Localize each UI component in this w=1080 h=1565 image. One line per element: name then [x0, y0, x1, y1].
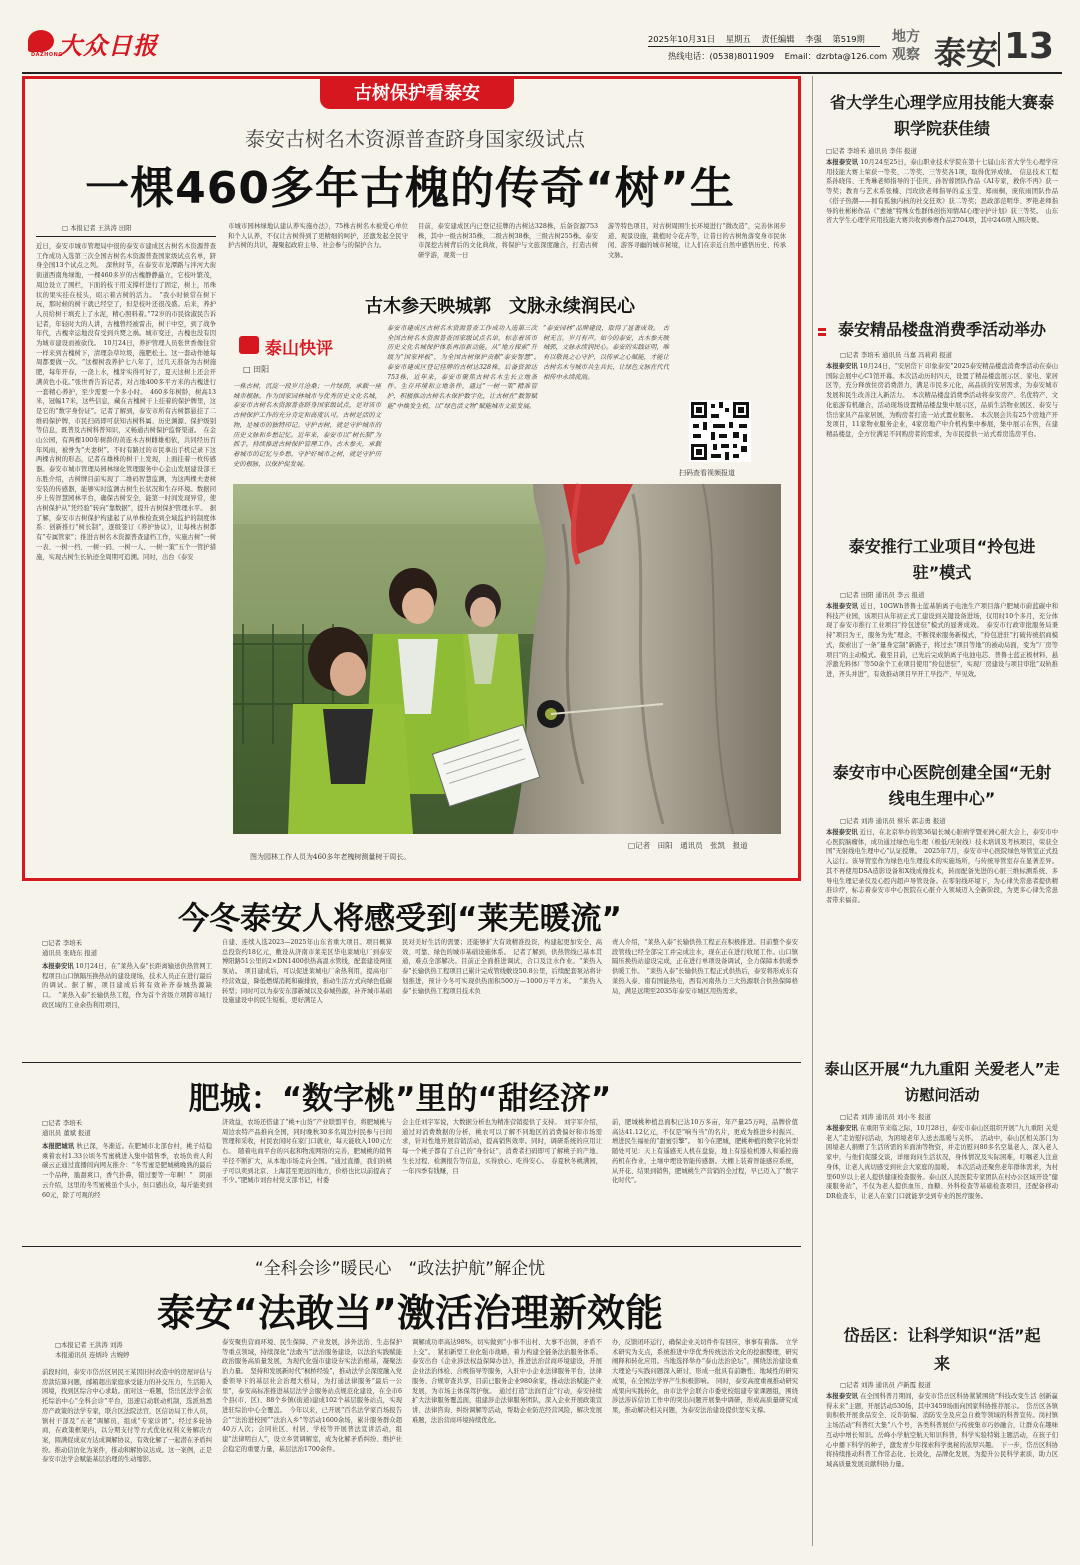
peach-col2: 济效益，农场还搭建了“桃+山货”产业联盟平台，将肥城桃与周边农特产品推向全国，同时晚秋30多名周边村民参与日间管理和采收，村民农闲时在家门口就业，每天能收入100元左右。 随着电商平台的兴起和物流网络的完善，肥城桃的销售半径不断扩大，从本地市场走向全国。“通过直播，我们的桃子可以卖到北京、上海甚至更远的地方，价格也比以前提高了不少。”肥城市刘台村党支部书记，村委 — [222, 1119, 393, 1185]
hotline: 热线电话：(0538)8011909 — [668, 51, 775, 61]
feature-subhead: 泰安古树名木资源普查跻身国家级试点 — [245, 127, 585, 151]
sidebar-byline-2: □记者 李培禾 通讯员 马嘉 冯莉莉 报道 — [840, 351, 953, 359]
feature-kicker: 古树保护看泰安 — [320, 79, 514, 109]
issue-number: 第519期 — [832, 34, 865, 44]
peach-dateline: 本报肥城讯 — [42, 1143, 75, 1150]
editor-name: 李强 — [805, 34, 822, 44]
sidebar-byline-4: □记者 刘涛 通讯员 蔡乐 郭志勇 报道 — [840, 817, 946, 825]
section-region-label: 地方 观察 — [892, 29, 920, 63]
editor-label: 责任编辑 — [761, 34, 795, 44]
section-rule — [22, 1062, 801, 1063]
commentary-col2: 泰安市建成区古树名木资源普查工作成功入选第三次全国古树名木资源普查国家级试点名单，标志着该市历史文化名城保护体系再添新动能。从“地方探索”升级为“国家样板”，为全国古树保护贡献“泰安智慧”。 泰安市建成区登记挂牌的古树达328株，后备资源达753株，近年来，泰安市聚焦古树名木生长立地条件、生存环境和立地条件，通过“一树一策”精准管护，积极推动古树名木保护数字化，让古树在“数智赋能”中焕发生机，以“绿色活文物”赋能城市文旅发展。 — [387, 325, 544, 410]
law-col4: 办，反馈闭环运行，确保企业关切件件有回应，事事有着落。 立学术研究为支点，系统推进中华优秀传统法治文化的挖掘整理，研究阐释和转化应用。当地选择举办“泰山法治论坛”，围绕法治建设重大理论与实践问题深入研讨，形成一批具有前瞻性、地域性的研究成果，在全国法学界产生积极影响。 同时，泰安高度重视推动研究成果向实践转化，由市法学会联合市委党校组建专家课题组，围绕涉法涉诉信访工作中的突出问题开展集中调研，形成高质量研究成果，推动解决相关问题，为泰安法治建设提供坚实支撑。 — [612, 1339, 798, 1414]
section-rule — [22, 1246, 801, 1247]
newspaper-logo — [28, 26, 178, 60]
contact-meta — [668, 50, 887, 62]
feature-byline: □ 本报记者 王洪涛 田阳 — [62, 224, 132, 232]
sidebar-body-4: 本报泰安讯 近日，在北京举办的第36届长城心脏病学暨亚洲心脏大会上，泰安市中心医院脑瘤体，成功通过绿色电生理（极低/无射线）技术培训及考核项目，荣获全国“无射线电生理中心”认证授牌。 2025年7月，泰安市中心医院绿色导管室正式投入运行。该导管室作为绿色电生理技术的实施场所，与传统导管室存在显著差异。其不再使用DSA造影设备和X线成像技术，转而配备先进的心脏三维标测系统、多导电生理记录仪及心腔内超声导管设备。在零射线环境下，为心律失常患者提供精准诊疗，标志着泰安市中心医院在心脏介入领域迈入全新阶段，为更多心律失常患者带来福音。 — [826, 829, 1058, 904]
qr-caption: 扫码查看视频报道 — [679, 469, 735, 477]
photo-caption: 图为园林工作人员为460多年老槐树测量树干周长。 — [250, 853, 411, 861]
heating-col4: 责人介绍，“莱热入泰”长输供热工程正在积极推进。目前整个泰安段管线已经全部完工并完成注水，现在正在进行收尾工作。山口镇隔压换热站建设完成，正在进行单项设备调试，全力保障本供暖季供暖工作。 “莱热入泰”长输供热工程正式供热后，泰安将形成东有莱热入泰、南有国能热电，西有河南热力三大热源联合供热保障格局，满足远期至2035年泰安市城区用热需求。 — [612, 939, 798, 995]
email: Email：dzrbta@126.com — [784, 51, 888, 61]
feature-body-col4: 游等特色项目，对古树周围生长环境进行“微改造”，完善休闲步道、观景设施，栽植时令花卉等，让昔日的古树角落变身市民休闲、游客寻幽的城市秘境，让人们在亲近自然中感悟历史、传承文脉。 — [608, 223, 786, 260]
logo-subtext: DAZHONG — [31, 52, 63, 58]
masthead-rule — [22, 72, 1062, 74]
sidebar-byline-6: □记者 刘涛 通讯员 卢新霞 报道 — [840, 1381, 931, 1389]
speech-bubble-icon — [239, 336, 259, 354]
law-byline: □本报记者 王洪涛 刘涛 本报通讯员 连炳玲 古婉婷 — [55, 1341, 130, 1359]
logo-emblem-icon — [28, 30, 54, 52]
law-col3: 调解成功率高达98%，切实做到“小事不出村、大事不出镇，矛盾不上交”。 紧扣新型工业化强市战略，着力构建全链条法治服务体系。泰安出台《企业涉法权益保障办法》，推进法治营商环境建设，开展企业法治体检、合规指导等服务，入驻中小企业法律服务平台，法律服务、合规审查共享，目前已服务企业980余家，推动法治赋能产业发展，为市场主体保驾护航。 通过打造“法润百企”行动，泰安持续扩大法律服务覆盖面，组建涉企法律服务团队，深入企业开展政策宣讲、法律咨询、纠纷调解等活动，帮助企业防范经营风险，解决发展难题，法治营商环境持续优化。 — [412, 1339, 602, 1424]
issue-meta — [648, 33, 865, 45]
peach-headline: 肥城：“数字桃”里的“甜经济” — [188, 1081, 612, 1117]
law-col1: 前段时间，泰安市岱岳区居民王某因旧村改造中的房屋评估与房款结算问题，邮箱超出家庭承受能力的补交压力，生活陷入困境，找到区综合中心求助。面对这一难题，岱岳区法学会依托综治中心“全科会诊”平台，迅速启动联动机制，选派熟悉房产政策的法学专家，联合区法院法官，区信访局工作人员，镇村干部及“五老”调解员，组成“专家诊团”。经过多轮协商，在政策框架内，以分期支付等方式优化权利义务解决方案，圆满促成双方达成调解协议，有效化解了一起潜在矛盾纠纷。推动信访化为案件，推动和解协议达成。这一案例，正是泰安市法学会赋能基层治理的生动缩影。 — [42, 1369, 213, 1464]
feature-body-col1: 近日，泰安市城市管理局中很的泰安市建成区古树名木资源普查工作成功入选第三次全国古树名木资源普查国家级试点名单，跻身全国13个试点之列。 深秋时节，在泰安市龙潭路与泮河大街街道西南角绿地，一棵460多岁的古槐静静矗立，它枝叶繁茂，周边设立了围栏，下面的枝干用支撑杆进行了固定，树上，吊珠状的果实挂在枝头，昭示着古树的活力。 “我小时候常在树下玩，那时候的树干就已经空了，但是枝叶还很茂盛。后来，养护人员给树干填充上了水泥，精心照料着。”72岁的市民徐淑民告诉记者，年轻时大的人讲，古槐曾经被雷击，树干中空，到了战争年代，古槐幸运地没有受到兵燹之祸。城市变迁，古槐也没有因为城市建设而被砍伐。 10月24日，养护管理人员张世香像往常一样来到古槐树下，清理杂草垃圾，施肥松土。这一套动作她每周都要做一次。“这棵树我养护七八年了，过几天准备为古树施肥，每年开春，一浇上水，槐芽实得可好了，夏天这树上还会开满黄色小花。”张世香告诉记者，对占地400多平方米的古槐进行一套精心养护，至少需要一个多小时。 460多年树龄，树高13米，冠幅17米，这些信息，藏在古槐树干上挂着的保护牌里，这是它的“数字身份证”。记者了解到，泰安市所有古树都悬挂了二维码保护牌，市民扫码即可获知古树科属、历史渊源、保护级别等信息，既普及古树科普知识，又畅通古树保护监督渠道。 在金山公园，有两棵100年树龄的黄连木古树雌雄相依，共同经历百年风雨，被誉为“夫妻树”。不时有路过的市民拿出手机记录下这两棵古树的形态，记者在雄株的树干上发现，上面挂着一枚传感器。泰安市城市管理局园林绿化管理服务中心金山发展建设部王东胜介绍，古树牌目前实现了二维码智慧监测，为这两棵夫妻树安装的传感器，能够实时监测古树生长状况和生存环境。数据同步上传智慧园林平台，确保古树安全，能第一时间发现异常，使古树保护从“凭经验”转向“靠数据”，提升古树保护管理水平。 据了解，泰安市古树保护构建起了从单株检查到全域监护的制度体系：创新推行“树长制”，逐级签订《养护协议》，让每株古树都有“专属管家”；推进古树名木资源普查建档工作，实施古树“一树一表、一树一档、一树一码、一树一人、一树一策”五个一管护措施，实现古树生长轨迹全周期可追溯。同时，出台《泰安 — [36, 243, 216, 561]
issue-date: 2025年10月31日 — [648, 34, 716, 44]
section-city: 泰安 — [934, 34, 999, 72]
section-divider — [998, 32, 1000, 66]
sidebar-byline-5: □记者 刘涛 通讯员 刘小冬 报道 — [840, 1113, 931, 1121]
law-headline: 泰安“法敢当”激活治理新效能 — [157, 1291, 663, 1335]
sidebar-headline-3: 泰安推行工业项目“拎包进驻”模式 — [848, 537, 1036, 582]
sidebar-body-3: 本报泰安讯 近日，10GWh普鲁士蓝基钠离子电池生产项目落户肥城市蔚蓝碳中和科技产业园，该项目从年初正式工建设到关键设备进场，仅用时10个多月，充分体现了泰安市推行工业项目“拎包进驻”模式的显著成效。 泰安市行政审批服务局秉持“项目为王，服务为先”理念，不断探索服务新模式，“拎包进驻”打破传统招商模式，探索出了一条“量身定制”新路子，将过去“项目等地”的被动局面，变为“厂房等项目”的主动模式。截至目前，已先后完成钠离子电池电芯、普鲁士蓝正极材料、悬浮激光料体厂等50余个工业项目使用“拎包进驻”，实现厂房建设与项目审批“双轨推进，齐头并进”，有效推动项目早开工早投产、早见效。 — [826, 603, 1058, 678]
commentary-tag — [239, 334, 349, 358]
heating-dateline: 本报泰安讯 — [42, 963, 74, 970]
logo-text: 大众日报 — [58, 31, 158, 60]
heating-col2: 自建、连续入选2023—2025年山东省重大项目。项目概算总投资约18亿元，敷设从济南市莱芜区华电莱城电厂到泰安博阳路51公里的2×DN1400供热高温水管线，配套建设两座泵站。 项目建成后，可以促进莱城电厂余热利用，提高电厂经营效益，降低燃煤消耗和碳排放，推动生活方式向绿色低碳转型；同时可以为泰安东部新城以及泰城热源，补齐城市基础设施建设中的民生短板，更好满足人 — [222, 939, 393, 1005]
sidebar-divider — [812, 76, 813, 1546]
sidebar-body-2: 本报泰安讯 10月24日，“安居岱下 印象泰安”2025泰安精品楼盘消费季活动在泰山国际会展中心C1馆开幕。本次活动历时四天，设置了精品楼盘展示区、家电、家居区等，充分释放住房消费潜力，满足市民多元化，高品质的安居需求，为泰安城市发展和民生改善注入新活力。 本次精品楼盘消费季活动将泰安房产、名优特产、文化旅游有机融合，活动现场设置精品楼盘集中展示区，品质生活物业展区、泰安与岱岳家具产品家居展，为购房者打造一站式置业服务。 本次展会共有25个房地产开发项目，11家物业服务企业，4家房地产中介机构集中参展，集中展示在售，在建精品楼盘，全方位满足不同购房者的需求，为市民提供一站式看房选房平台。 — [826, 363, 1059, 438]
commentary-title: 泰山快评 — [265, 339, 333, 359]
peach-byline: □记者 李培禾 通讯员 董斌 报道 — [42, 1119, 91, 1137]
law-col2: 泰安聚焦营商环境、民生保障、产业发展，涉外法治、生态保护等重点领域，持续深化“法敢当”法治服务建设，以法治实践赋能政治服务高质量发展，为现代化强市建设夯实法治根基，凝聚法治力量。 坚持和发展新时代“枫桥经验”，推动法学会深度融入党委领导下的基层社会治理大格局，为打通法律服务“最后一公里”，泰安高标准推进基层法学会服务站点规范化建设，在全市6个县(市、区)、88个乡镇(街道)建成102个基层服务站点，实现进驻综治中心全覆盖。 今年以来，已开展“百名法学家百场报告会”“法治进校园”“法治入乡”等活动1600余场，累计服务群众超40万人次；会同社区、村居、学校等开展普法宣讲活动，组建“法律明白人”，设立乡贤调解室，成为化解矛盾纠纷、维护社会稳定的重要力量，基层法治1700余件。 — [222, 1339, 402, 1453]
commentary-box — [233, 320, 781, 480]
photo-credit: □记者 田阳 通讯员 张凯 报道 — [628, 841, 748, 850]
sidebar-byline-1: □记者 李培禾 通讯员 李伟 报道 — [826, 147, 917, 155]
sidebar-headline-6: 岱岳区：让科学知识“活”起来 — [843, 1326, 1041, 1373]
sidebar-headline-4: 泰安市中心医院创建全国“无射线电生理中心” — [832, 763, 1052, 808]
heating-col1: 本报泰安讯 10月24日，在“莱热入泰”长距离输送供热管网工程项目山口镇隔压换热站的建设现场，技术人员正在进行最后的调试。据了解，项目建成后将有效补齐泰城热源缺口。 “莱热入泰”长输供热工程，作为首个省级立项跨市域行政区域的工业余热利用项目， — [42, 963, 213, 1009]
peach-col4: 前，肥城桃种植总面积已达10万多亩，年产量25万吨，品牌价值高达41.12亿元，不仅是“响当当”的名片，更成为推进乡村振兴、增进民生福祉的“甜蜜引擎”。 如今在肥城，肥桃种植的数字化转型随处可见：天上有遥感无人机在盘旋，地上有巡检机器人和遥控施药机在作业，土壤中埋设智能传感器。大棚上装着智能感应系统，从开花、结果到销售，肥城桃生产营销的全过程，早已迈入了“数字化时代”。 — [612, 1119, 798, 1185]
law-kicker: “全科会诊”暖民心 “政法护航”解企忧 — [254, 1259, 546, 1279]
sidebar-headline-1: 省大学生心理学应用技能大赛泰职学院获佳绩 — [829, 93, 1054, 138]
meta-divider — [648, 46, 880, 47]
page-number: 13 — [1004, 26, 1055, 67]
feature-body-col2: 市城市园林绿地认建认养实施办法》，75株古树名木被爱心单位和个人认养，不仅让古树得到了更精细的呵护，还激发起全民守护古树的共识，凝聚起政府主导、社会参与的保护合力。 — [228, 223, 408, 250]
sidebar-body-6: 本报泰安讯 在全国科普月期间，泰安市岱岳区科协紧紧围绕“科技改变生活 创新赢得未来”主题，开展活动530场，其中3459场面向国家科协推荐展示。 岱岳区各镇街积极开展食品安全、反诈防骗、消防安全及应急自救等领域的科普宣传。岗村镇主场活动“科普红大集”八个号，各类科普展位与传统集市巧妙融合，让群众在趣味互动中增长知识。岳峰小学航空航天知识科普，科学实验特辑主题活动，在孩子们心中播下科学的种子，激发青少年探索科学奥秘的浓厚兴趣。 下一步，岱岳区科协将持续推动科普工作常态化、长效化，品牌化发展，为提升公民科学素质，助力区域高质量发展贡献科协力量。 — [826, 1393, 1058, 1468]
feature-photo — [233, 484, 781, 834]
commentary-col3: “泰安园林”品牌建设，取得了显著成效。 古树无言，岁月有声。如今的泰安，古木参天映城郭，文脉永续润民心。泰安的实践证明，唯有以敬畏之心守护，以传承之心赋能，才能让古树名木与城市共生共长，让绿色文脉在代代相传中永续流淌。 — [543, 325, 669, 381]
qr-code-icon[interactable] — [689, 400, 751, 462]
section-header — [890, 26, 1060, 70]
commentary-banner: 古木参天映城郭 文脉永续润民心 — [365, 296, 635, 317]
sidebar-headline-2: 泰安精品楼盘消费季活动举办 — [837, 320, 1046, 339]
feature-headline: 一棵460多年古槐的传奇“树”生 — [85, 163, 735, 214]
feature-body-col3: 目前，泰安建成区内已登记挂牌的古树达328株，后备资源753株，其中一级古树35株，二级古树38株，三级古树255株。泰安市深挖古树背后的文化典故，将保护与文旅深度融合，打造古树研学游，观赏一日 — [418, 223, 598, 260]
commentary-author: □ 田阳 — [243, 365, 270, 374]
byline-rule — [36, 236, 216, 237]
heating-headline: 今冬泰安人将感受到“莱芜暖流” — [178, 901, 622, 937]
sidebar-body-5: 本报泰安讯 在重阳节来临之际，10月28日，泰安市泰山区组织开展“九九重阳 关爱老人”走访慰问活动，为困境老年人送去温暖与关怀。 活动中，泰山区相关部门为困境老人捐赠了生活所需的米面油等物资，并走访慰问80多名空巢老人、深入老人家中，与他们促膝交谈，详细询问生活状况，身体情况及实际困难，叮嘱老人注意身体，让老人真切感受到社会大家庭的温暖。 本次活动还聚焦老年群体需求，为村里60岁以上老人提供健康检查服务。泰山区人民医院专家团队在村办公区域开设“健康服务站”，不仅为老人提供血压、血糖、外科检查等基础检查项目，还配备移动DR检查车，让老人在家门口就能享受到专业的医疗服务。 — [826, 1125, 1059, 1200]
issue-weekday: 星期五 — [725, 34, 751, 44]
heating-col3: 民对美好生活的需要；还能够扩大有效精准投资，构建起更加安全、高效、可靠、绿色的城市基础设施体系。 记者了解到，供热管线已基本贯通，难点全部解决。目前正全面推进调试、合口及注水作业。“莱热入泰”长输供热工程项目已累计完成管线敷设50.8公里，后续配套泵站将计划推进，预计今冬可实现供热面积500万—1000万平方米。 “莱热入泰”长输供热工程项目技术负 — [402, 939, 602, 995]
peach-col3: 会主任刘宇军说，大数据分析也为精准营销提供了支持。 刘宇军介绍，通过对消费数据的分析，桃农可以了解不同地区的消费偏好和市场需求，针对性地开展营销活动，提高销售效率。同时，调研系统的应用让每一个桃子都有了自己的“身份证”，消费者扫码即可了解桃子的产地、生长过程、检测报告等信息，买得放心、吃得安心。 春夏秋冬桃满园，一年四季有钱赚，目 — [402, 1119, 602, 1175]
photo-illustration — [233, 484, 781, 834]
commentary-col1: 一株古树，沉淀一段岁月沧桑；一片绿荫，承载一座城市根脉。作为国家园林城市与优秀历史文化名城，泰安市古树名木资源普查跻身国家级试点，是对该市古树保护工作的充分肯定和高度认可。古树是活的文物，是城市的独特印记。守护古树，就是守护城市的历史文脉和乡愁记忆。近年来，泰安市以“树长制”为抓手，持续推进古树保护管理工作。古木参天，承载着城市的记忆与乡愁，守护好城市之树，就是守护历史的根脉，以保护促发展。 — [233, 383, 381, 468]
heating-byline: □记者 李培禾 通讯员 张晓东 报道 — [42, 939, 98, 957]
sidebar-byline-3: □记者 田阳 通讯员 李云 报道 — [840, 591, 925, 599]
peach-col1: 本报肥城讯 秋已深，冬渐近。在肥城市北部台村，桃子结稳乘着农村1.33公顷冬雪蜜桃进入集中销售季，农场负责人利碳云正通过直播间向网友推介：“冬雪蜜是肥城桃晚熟的最后一个品种，脆甜爽口，香气扑鼻，错过要等一年啊！” 阴丽云介绍，这里的冬雪蜜桃虽个头小，但口感出众，每斤能卖到60元，除了可观的经 — [42, 1143, 213, 1199]
sidebar-body-1: 本报泰安讯 10月24至25日，泰山职业技术学院在第十七届山东省大学生心理学应用技能大赛上荣获一等奖、二等奖、三等奖各1项，取得优异成绩。 信息技术工程系孙晓伟、王秀琳老师指导的于佳庆、孙智蓉团队作品《AI专家，救你不再》获一等奖；教育与艺术系张楠、闫玫欣老师指导的孟玉莹、郑雨桐，庞依雨团队作品《搭子热潮——拥有孤独内核的社交狂欢》获二等奖；思政部范明华、罗艳老师指导的杜彬彬作品《“愈她”特殊女性群体创伤知情AI心理守护计划》获三等奖。 山东省大学生心理学应用技能大赛共收到参赛作品2704项，其中246项入围决赛。 — [826, 159, 1058, 225]
sidebar-headline-5: 泰山区开展“九九重阳 关爱老人”走访慰问活动 — [824, 1060, 1060, 1104]
